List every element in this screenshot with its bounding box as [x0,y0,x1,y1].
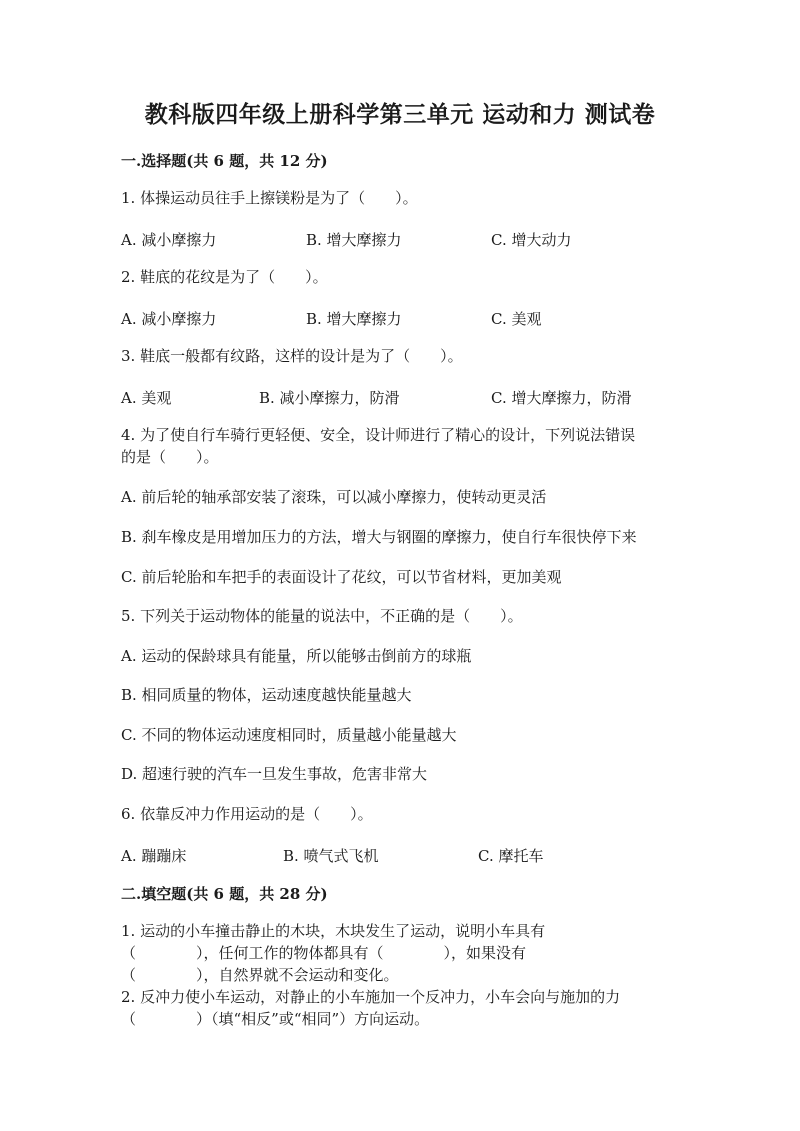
section-heading-fill: 二.填空题(共 6 题，共 28 分) [121,885,328,903]
question-1-option-b: B. 增大摩擦力 [306,231,402,249]
question-6-option-a: A. 蹦蹦床 [121,847,187,865]
question-1-option-a: A. 减小摩擦力 [121,231,217,249]
question-2-option-a: A. 减小摩擦力 [121,310,217,328]
fill-question-1-line-2: （ ），任何工作的物体都具有（ ），如果没有 [121,944,527,962]
question-5-option-d: D. 超速行驶的汽车一旦发生事故，危害非常大 [121,765,428,783]
question-5-option-c: C. 不同的物体运动速度相同时，质量越小能量越大 [121,726,457,744]
question-6-option-c: C. 摩托车 [478,847,544,865]
fill-question-2-line-2: （ ）（填“相反”或“相同”）方向运动。 [121,1010,430,1028]
fill-question-2-line-1: 2. 反冲力使小车运动，对静止的小车施加一个反冲力，小车会向与施加的力 [121,988,621,1006]
question-5-option-b: B. 相同质量的物体，运动速度越快能量越大 [121,686,412,704]
fill-question-1-line-1: 1. 运动的小车撞击静止的木块，木块发生了运动，说明小车具有 [121,922,546,940]
question-3-option-c: C. 增大摩擦力，防滑 [491,389,632,407]
page-title: 教科版四年级上册科学第三单元 运动和力 测试卷 [144,101,656,128]
question-6-stem: 6. 依靠反冲力作用运动的是（ ）。 [121,805,373,823]
question-2-option-c: C. 美观 [491,310,542,328]
question-2-option-b: B. 增大摩擦力 [306,310,402,328]
question-4-option-a: A. 前后轮的轴承部安装了滚珠，可以减小摩擦力，使转动更灵活 [121,488,547,506]
question-3-stem: 3. 鞋底一般都有纹路，这样的设计是为了（ ）。 [121,347,463,365]
question-5-stem: 5. 下列关于运动物体的能量的说法中，不正确的是（ ）。 [121,607,523,625]
section-heading-choice: 一.选择题(共 6 题，共 12 分) [121,152,328,170]
question-5-option-a: A. 运动的保龄球具有能量，所以能够击倒前方的球瓶 [121,647,472,665]
question-3-option-a: A. 美观 [121,389,172,407]
question-3-option-b: B. 减小摩擦力，防滑 [259,389,400,407]
question-1-stem: 1. 体操运动员往手上擦镁粉是为了（ ）。 [121,189,418,207]
question-1-option-c: C. 增大动力 [491,231,572,249]
fill-question-1-line-3: （ ），自然界就不会运动和变化。 [121,966,399,984]
question-6-option-b: B. 喷气式飞机 [283,847,379,865]
question-2-stem: 2. 鞋底的花纹是为了（ ）。 [121,268,328,286]
question-4-option-c: C. 前后轮胎和车把手的表面设计了花纹，可以节省材料，更加美观 [121,568,562,586]
question-4-option-b: B. 刹车橡皮是用增加压力的方法，增大与钢圈的摩擦力，使自行车很快停下来 [121,528,637,546]
question-4-stem-line-1: 4. 为了使自行车骑行更轻便、安全，设计师进行了精心的设计，下列说法错误 [121,426,636,444]
question-4-stem-line-2: 的是（ ）。 [121,448,219,466]
